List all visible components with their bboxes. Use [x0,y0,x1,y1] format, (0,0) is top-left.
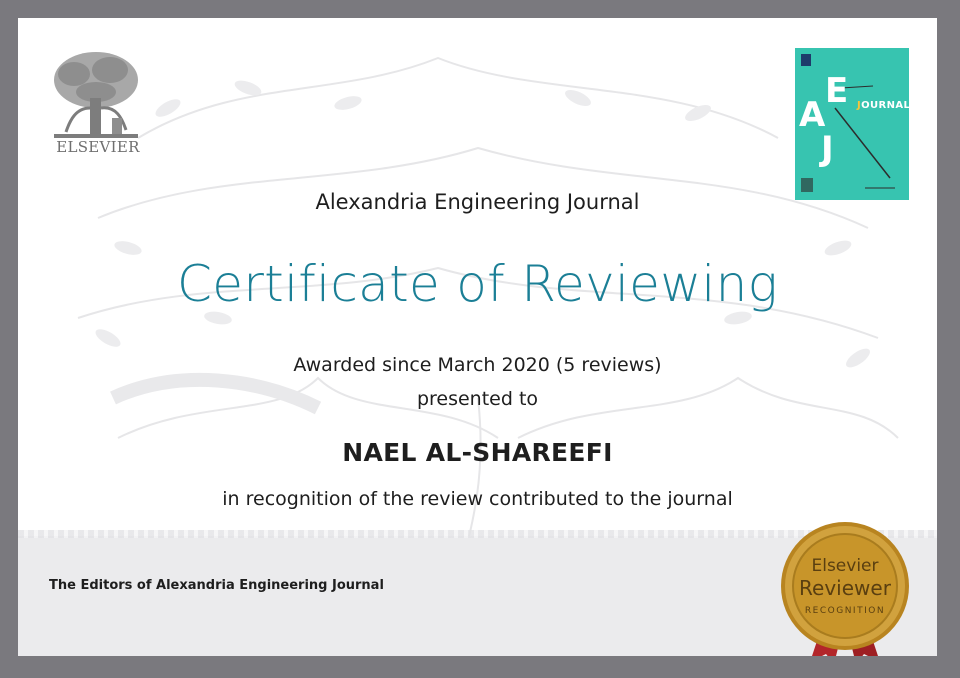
certificate-title: Certificate of Reviewing [177,255,778,313]
recipient-name: NAEL AL-SHAREEFI [342,438,613,467]
certificate [18,18,937,656]
elsevier-wordmark: ELSEVIER [56,138,140,156]
awarded-line: Awarded since March 2020 (5 reviews) [293,354,662,376]
cover-letter-e: E [825,71,849,111]
seal-line2: Reviewer [799,576,891,600]
editors-signature: The Editors of Alexandria Engineering Journal [49,578,384,593]
cover-letter-a: A [799,95,826,135]
cover-letter-j: J [821,129,834,169]
seal-line3: RECOGNITION [804,606,886,616]
seal-line1: Elsevier [811,556,879,576]
presented-line: presented to [416,388,539,410]
journal-cover-image [795,48,909,200]
cover-journal-word: JOURNAL [857,100,911,111]
recognition-line: in recognition of the review contributed to the journal [222,488,733,510]
journal-name: Alexandria Engineering Journal [315,190,640,214]
